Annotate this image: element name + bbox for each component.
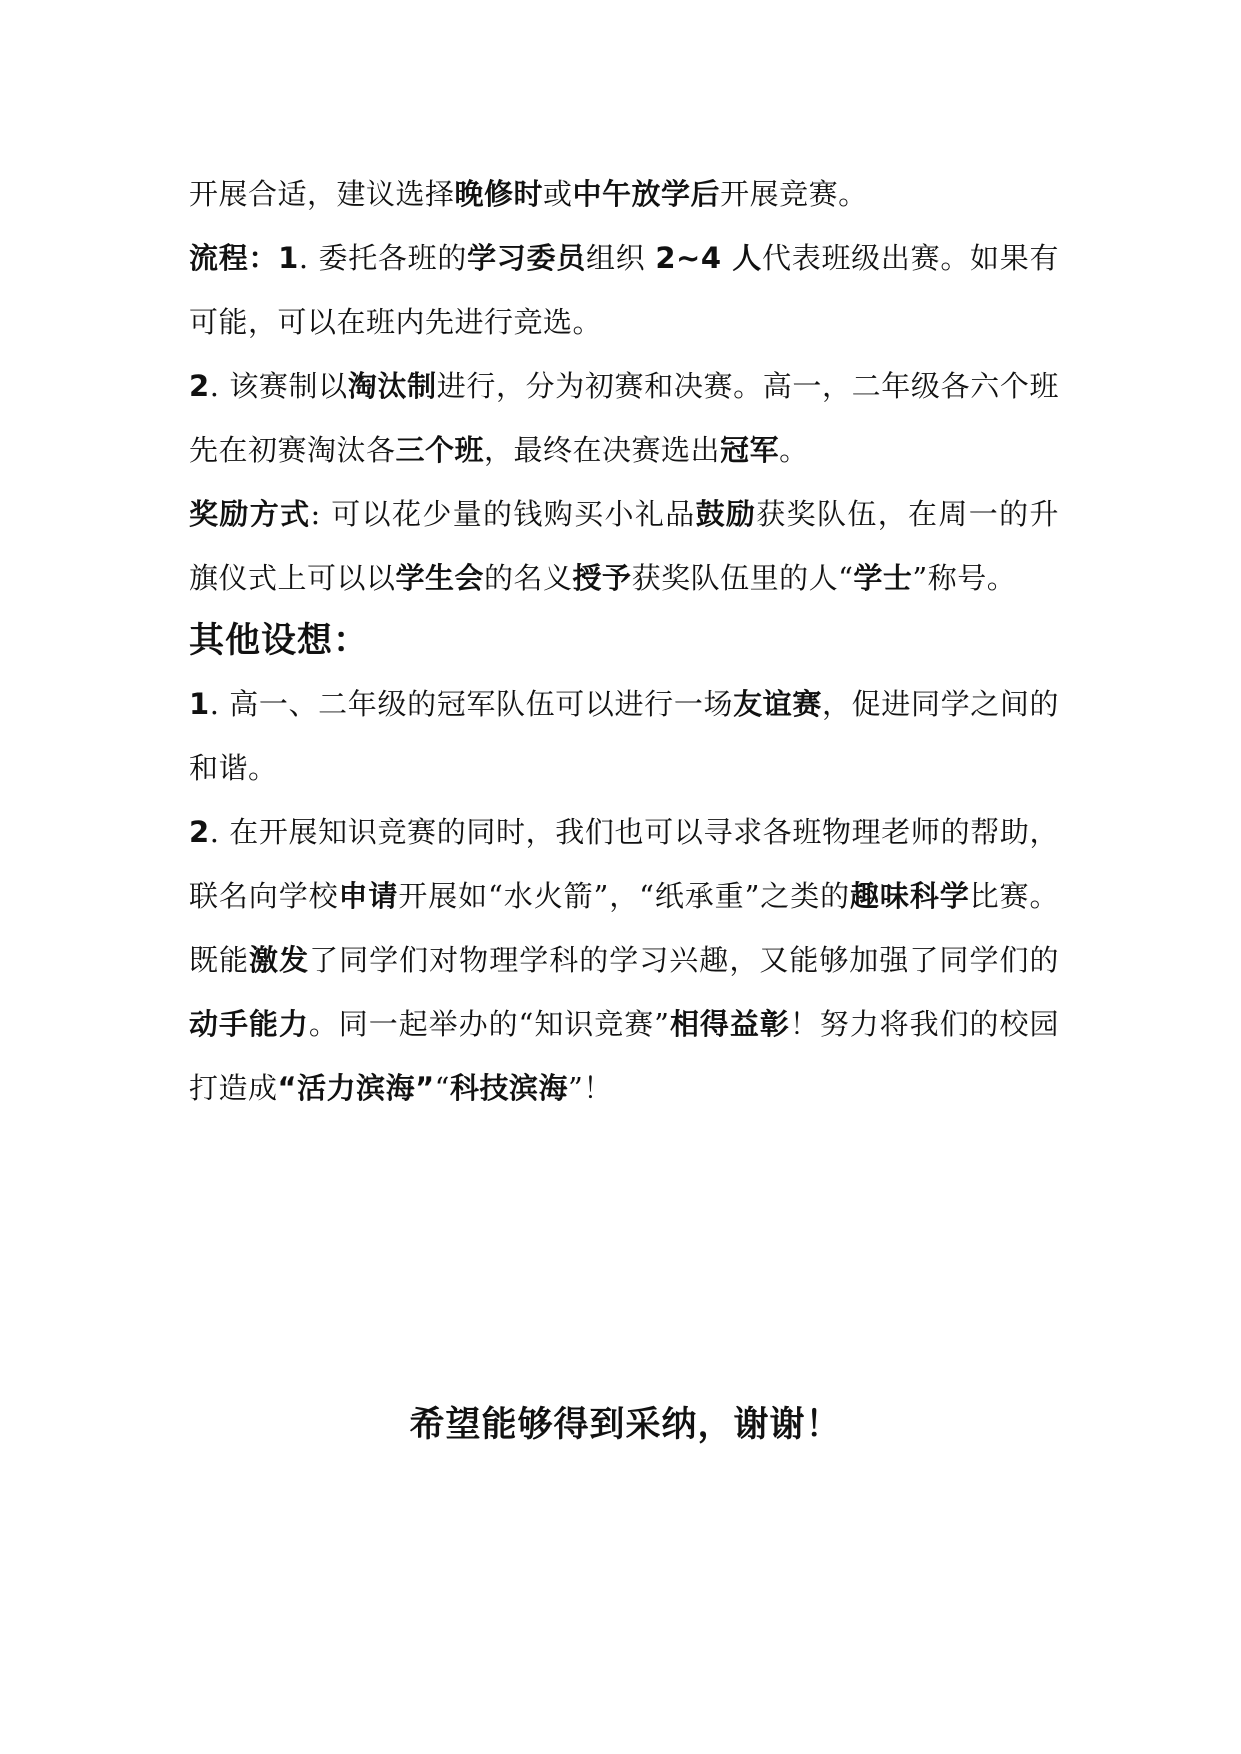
text-run: 的名义 xyxy=(484,561,573,595)
bold-run: 学习委员 xyxy=(467,241,586,275)
text-run: 开展竞赛。 xyxy=(720,177,868,211)
bold-run: 友谊赛 xyxy=(733,687,823,721)
bold-run: 学生会 xyxy=(395,561,485,595)
bold-run: 晚修时 xyxy=(454,177,544,211)
text-run: 进行，分为初赛和决赛。高一，二年级各六个班先在初赛淘汰各 xyxy=(189,369,1059,467)
text-run: 或 xyxy=(543,177,573,211)
document-body xyxy=(189,162,1059,1120)
text-run: 开展合适，建议选择 xyxy=(189,177,455,211)
paragraph-other-1 xyxy=(189,672,1059,800)
text-run: . 在开展知识竞赛的同时，我们也可以寻求各班物理老师的帮助，联名向学校 xyxy=(189,815,1059,913)
text-run: . 高一、二年级的冠军队伍可以进行一场 xyxy=(209,687,734,721)
bold-run: 激发 xyxy=(249,943,310,977)
text-run: ，最终在决赛选出 xyxy=(484,433,721,467)
bold-run: 动手能力 xyxy=(189,1007,309,1041)
bold-run: “活力滨海” xyxy=(277,1071,435,1105)
closing-line: 希望能够得到采纳，谢谢！ xyxy=(409,1405,842,1445)
paragraph-timing xyxy=(189,162,1059,226)
text-run: 了同学们对物理学科的学习兴趣，又能够加强了同学们的 xyxy=(309,943,1059,977)
text-run: ”！ xyxy=(567,1071,613,1105)
bold-run: 中午放学后 xyxy=(572,177,721,211)
text-run: 获奖队伍里的人“ xyxy=(631,561,854,595)
text-run: : 可以花少量的钱购买小礼品 xyxy=(310,497,696,531)
text-run: 组织 xyxy=(585,241,656,275)
bold-run: 三个班 xyxy=(395,433,485,467)
paragraph-rewards xyxy=(189,482,1059,610)
text-run: “ xyxy=(434,1071,450,1105)
paragraph-other-2 xyxy=(189,800,1059,1120)
text-run: 比赛。既能 xyxy=(189,879,1059,977)
bold-run: 流程：1 xyxy=(189,241,299,275)
text-run: ！努力将我们的校园打造成 xyxy=(189,1007,1059,1105)
paragraph-process-2 xyxy=(189,354,1059,482)
section-heading: 其他设想： xyxy=(189,621,370,661)
bold-run: 2 xyxy=(189,815,210,849)
bold-run: 授予 xyxy=(572,561,632,595)
bold-run: 申请 xyxy=(338,879,399,913)
text-run: . 该赛制以 xyxy=(209,369,348,403)
bold-run: 2~4 人 xyxy=(655,241,763,275)
paragraph-process-1 xyxy=(189,226,1059,354)
bold-run: 科技滨海 xyxy=(449,1071,568,1105)
bold-run: 冠军 xyxy=(720,433,780,467)
bold-run: 淘汰制 xyxy=(347,369,437,403)
bold-run: 相得益彰 xyxy=(669,1007,790,1041)
text-run: 代表班级出赛。如果有可能，可以在班内先进行竞选。 xyxy=(189,241,1059,339)
bold-run: 2 xyxy=(189,369,210,403)
text-run: 获奖队伍，在周一的升旗仪式上可以以 xyxy=(189,497,1059,595)
bold-run: 鼓励 xyxy=(695,497,757,531)
text-run: 开展如“水火箭”，“纸承重”之类的 xyxy=(398,879,851,913)
bold-run: 1 xyxy=(189,687,210,721)
text-run: 。同一起举办的“知识竞赛” xyxy=(308,1007,670,1041)
text-run: ”称号。 xyxy=(912,561,1017,595)
bold-run: 趣味科学 xyxy=(850,879,970,913)
text-run: 。 xyxy=(779,433,809,467)
bold-run: 奖励方式 xyxy=(189,497,311,531)
bold-run: 学士 xyxy=(853,561,913,595)
text-run: . 委托各班的 xyxy=(298,241,468,275)
text-run: ，促进同学之间的和谐。 xyxy=(189,687,1059,785)
